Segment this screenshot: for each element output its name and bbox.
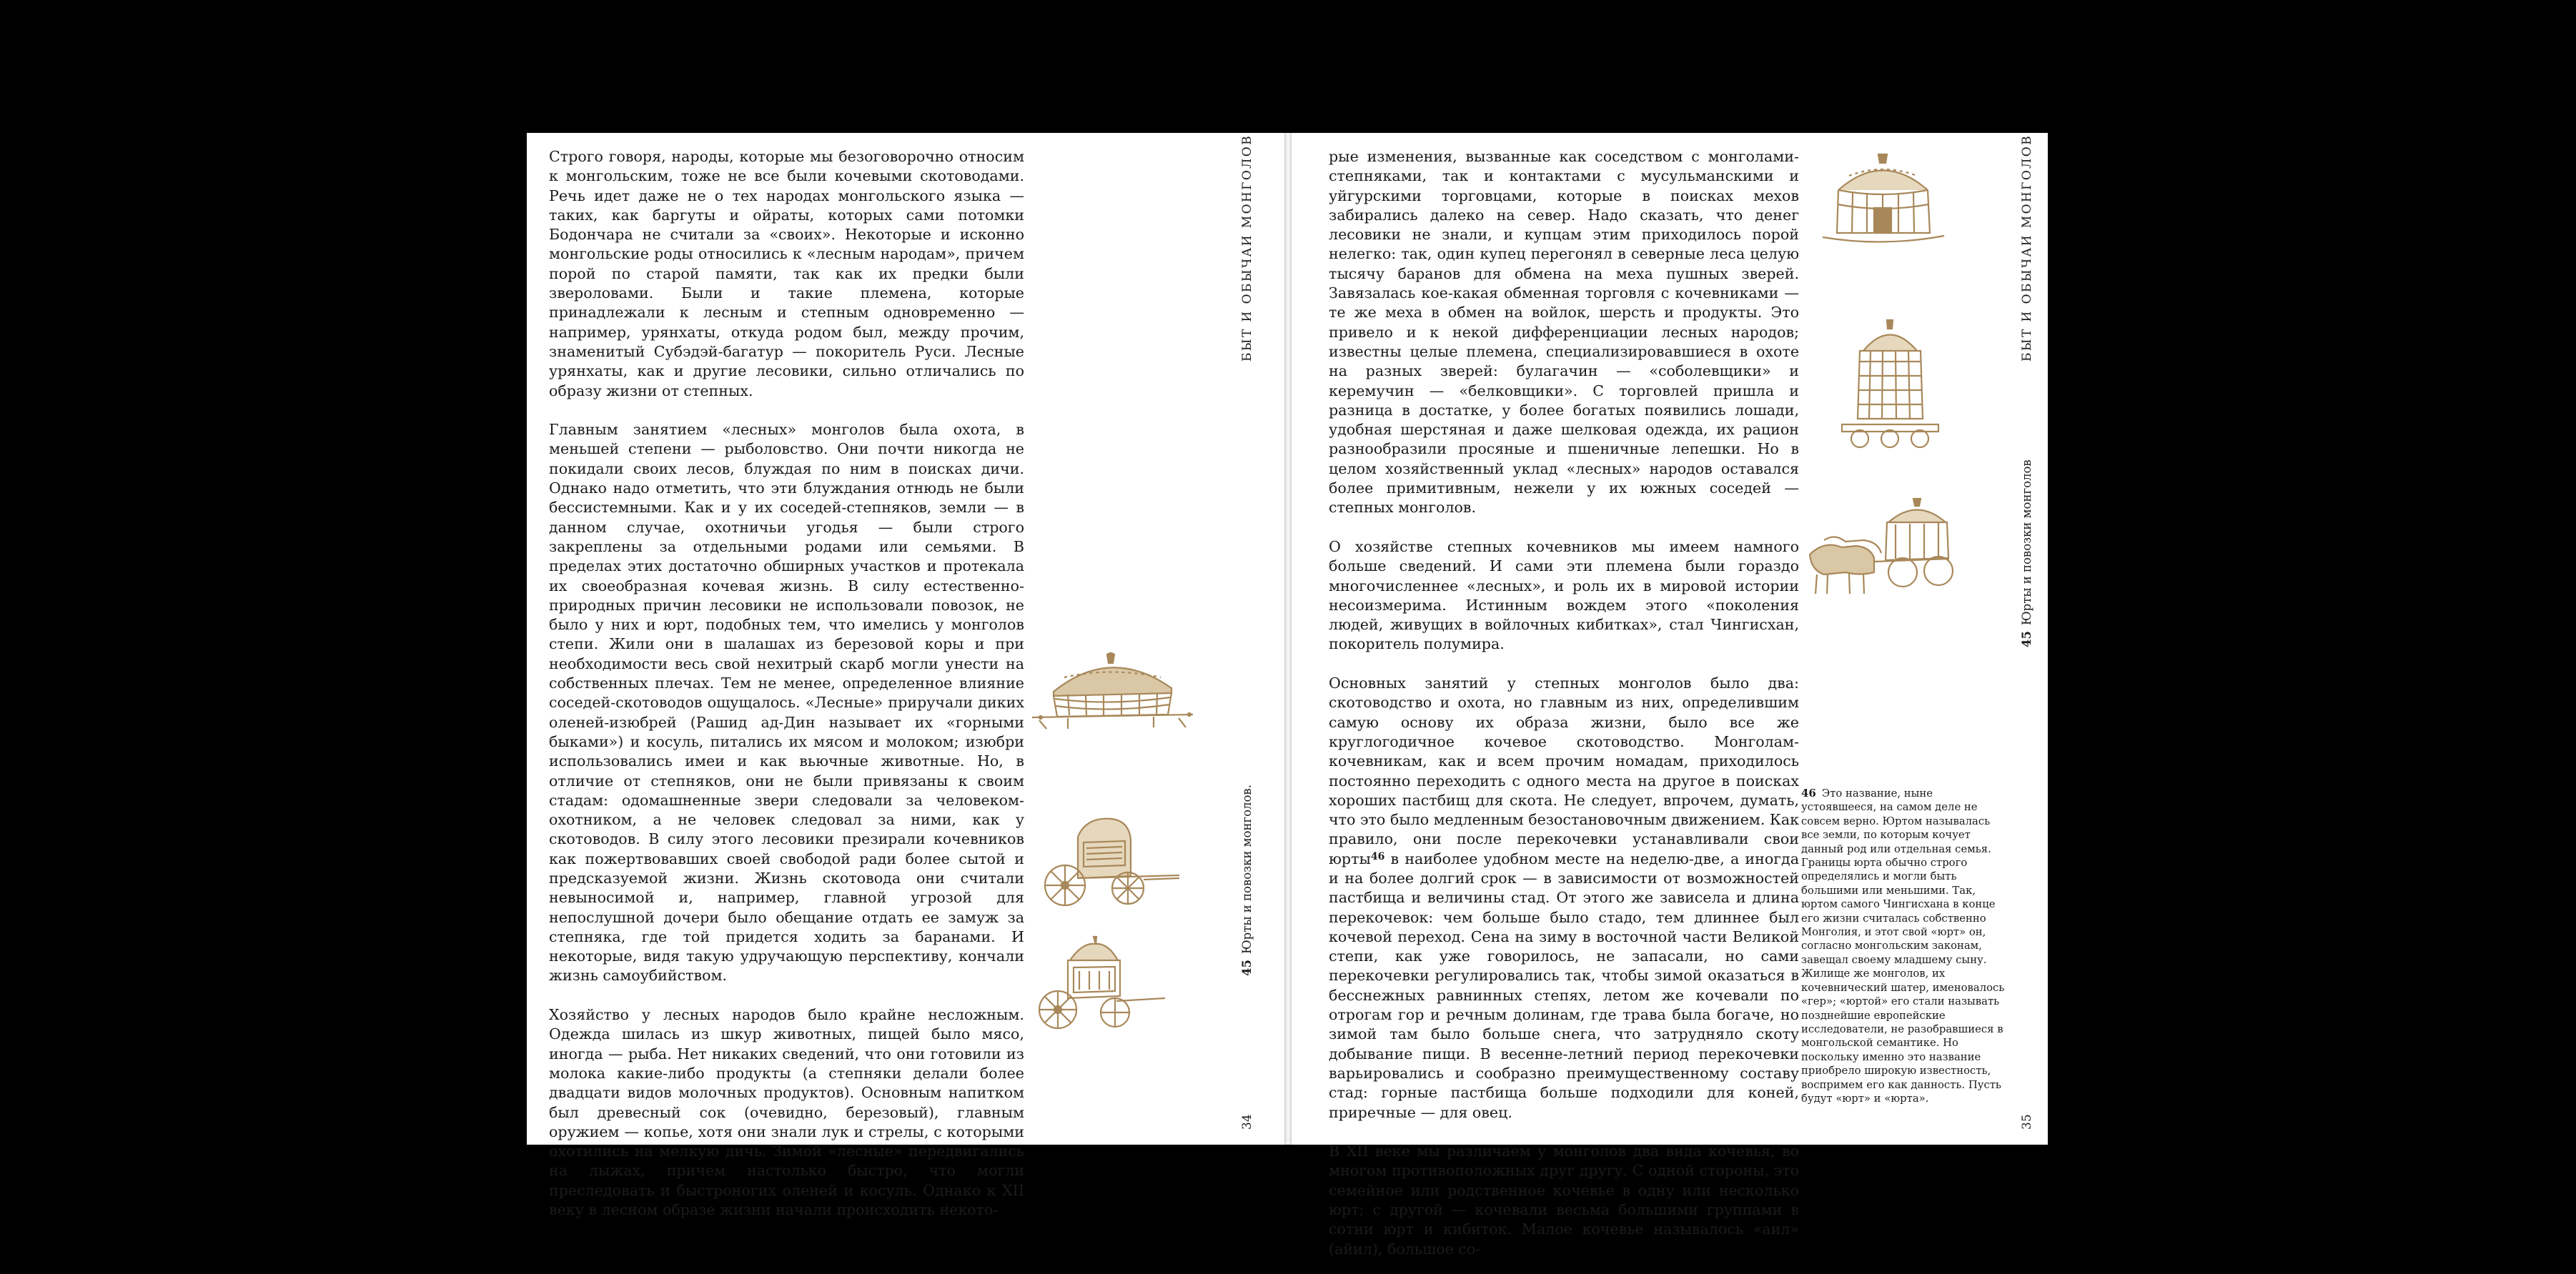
right-text-column xyxy=(1329,147,1799,1259)
caption-number: 45 xyxy=(2020,631,2033,647)
cart-illustration xyxy=(1036,815,1183,908)
caption-text: Юрты и повозки монголов. xyxy=(1240,785,1254,955)
yurt-cart-oxen-illustration xyxy=(1803,490,1960,604)
page-number: 35 xyxy=(2020,1114,2034,1130)
paragraph-part: в наиболее удобном месте на неделю-две, а иногда и на более долгий срок — в зависимости от возможностей пастбища и величины стад. От этого же зависела и длина перекочевок: чем больше было стадо, тем длиннее был кочевой переход. Сена на зиму в восточной части Великой степи, как уже говорилось, не запасали, но сами перекочевки регулировались так, чтобы зимой оказаться в бесснежных равнинных степях, летом же кочевали по отрогам гор и речным долинам, где трава была богаче, но зимой там было больше снега, что затрудняло скоту добывание пищи. В весенне-летний период перекочевки варьировались и сообразно преимущественному составу стад: горные пастбища больше подходили для коней, приречные — для овец. xyxy=(1329,850,1799,1121)
caption-text: Юрты и повозки монголов xyxy=(2020,459,2033,626)
running-title: БЫТ И ОБЫЧАИ МОНГОЛОВ xyxy=(2020,134,2034,362)
footnote-text: Это название, ныне устоявшееся, на самом деле не совсем верно. Юртом называлась все земли, по которым кочует данный род или отдельная семья. Границы юрта обычно строго определялись и могли быть большими или меньшими. Так, юртом самого Чингисхана в конце его жизни считалась собственно Монголия, и этот свой «юрт» он, согласно монгольским законам, завещал своему младшему сыну. Жилище же монголов, их кочевнический шатер, именовалось «гер»; «юртой» его стали называть позднейшие европейские исследователи, не разобравшиеся в монгольской семантике. Но поскольку именно это название приобрело широкую известность, воспримем его как данность. Пусть будут «юрт» и «юрта». xyxy=(1801,787,2005,1105)
running-title: БЫТ И ОБЫЧАИ МОНГОЛОВ xyxy=(1240,134,1254,362)
right-page xyxy=(1292,133,2048,1258)
paragraph: рые изменения, вызванные как соседством с монголами-степняками, так и контактами с мусульманскими и уйгурскими торговцами, которые в поисках мехов забирались далеко на север. Надо сказать, что денег лесовики не знали, и купцам этим приходилось порой нелегко: так, один купец перегонял в северные леса целую тысячу баранов для обмена на меха пушных зверей. Завязалась кое-какая обменная торговля с кочевниками — те же меха в обмен на войлок, шерсть и продукты. Это привело и к некой дифференциации лесных народов; известны целые племена, специализировавшиеся в охоте на разных зверей: булагачин — «соболевщики» и керемучин — «белковщики». С торговлей пришла и разница в достатке, у более богатых появились лошади, удобная шерстяная и даже шелковая одежда, их рацион разнообразили просяные и пшеничные лепешки. Но в целом хозяйственный уклад «лесных» народов оставался более примитивным, нежели у их южных соседей — степных монголов. xyxy=(1329,148,1799,517)
paragraph: Хозяйство у лесных народов было крайне несложным. Одежда шилась из шкур животных, пищей было мясо, иногда — рыба. Нет никаких сведений, что они готовили из молока какие-либо продукты (а степняки делали более двадцати видов молочных продуктов). Основным напитком был древесный сок (очевидно, березовый), главным оружием — копье, хотя они знали лук и стрелы, с которыми охотились на мелкую дичь. Зимой «лесные» передвигались на лыжах, причем настолько быстро, что могли преследовать и быстроногих оленей и косуль. Однако к XII веку в лесном образе жизни начали происходить некото- xyxy=(549,1006,1024,1219)
paragraph: Главным занятием «лесных» монголов была охота, в меньшей степени — рыболовство. Они почти никогда не покидали своих лесов, блуждая по ним в поисках дичи. Однако надо отметить, что эти блуждания отнюдь не были бессистемными. Как и у их соседей-степняков, земли — в данном случае, охотничьи угодья — были строго закреплены за отдельными родами или семьями. В пределах этих достаточно обширных участков и протекала их своеобразная кочевая жизнь. В силу естественно-природных причин лесовики не использовали повозок, не было у них и юрт, подобных тем, что имелись у монголов степи. Жили они в шалашах из березовой коры и при необходимости весь свой нехитрый скарб могли унести на собственных плечах. Тем не менее, определенное влияние соседей-скотоводов ощущалось. «Лесные» приручали диких оленей-изюбрей (Рашид ад-Дин называет их «горными быками») и косуль, питались их мясом и молоком; изюбри использовались имеи и как вьючные животные. Но, в отличие от степняков, они не были привязаны к своим стадам: одомашненные звери следовали за человеком-охотником, а не человек следовал за ними, как у скотоводов. В силу этого лесовики презирали кочевников как пожертвовавших своей свободой ради более сытой и предсказуемой жизни. Жизнь скотовода они считали невыносимой и, например, главной угрозой для непослушной дочери было обещание отдать ее замуж за степняка, где той придется ходить за баранами. И некоторые, видя такую удручающую перспективу, кончали жизнь самоубийством. xyxy=(549,421,1024,985)
left-text-column xyxy=(549,147,1024,1220)
caption-number: 45 xyxy=(1240,960,1254,976)
paragraph: В XII веке мы различаем у монголов два вида кочевья, во многом противоположных друг другу. С одной стороны, это семейное или родственное кочевье в одну или несколько юрт; с другой — кочевали весьма большими группами в сотни юрт и кибиток. Малое кочевье называлось «аил» (айил), большое со- xyxy=(1329,1143,1799,1258)
footnote-number: 46 xyxy=(1801,787,1816,800)
paragraph-part: Основных занятий у степных монголов было два: скотоводство и охота, но главным из них, определившим самую основу их образа жизни, было все же круглогодичное кочевое скотоводство. Монголам-кочевникам, как и всем прочим номадам, приходилось постоянно переходить с одного места на другое в поисках хороших пастбищ для скота. Не следует, впрочем, думать, что это было медленным безостановочным движением. Как правило, они после перекочевки устанавливали свои юрты xyxy=(1329,675,1800,867)
yurt-on-wheels-illustration xyxy=(1831,319,1949,451)
illustration-caption xyxy=(2020,459,2033,647)
paragraph: О хозяйстве степных кочевников мы имеем намного больше сведений. И сами эти племена были гораздо многочисленнее «лесных», и роль их в мировой истории несоизмерима. Истинным вождем этого «поколения людей, живущих в войлочных кибитках», стал Чингисхан, покоритель полумира. xyxy=(1329,537,1799,653)
page-number: 34 xyxy=(1240,1114,1254,1130)
footnote-reference: 46 xyxy=(1370,850,1385,862)
illustration-caption xyxy=(1240,785,1254,976)
left-page xyxy=(527,133,1284,1219)
paragraph: Строго говоря, народы, которые мы безоговорочно относим к монгольским, тоже не все были кочевыми скотоводами. Речь идет даже не о тех народах монгольского языка — таких, как баргуты и ойраты, которых сами потомки Бодончара не считали за «своих». Некоторые и исконно монгольские роды относились к «лесным народам», причем порой по старой памяти, так как их предки были звероловами. Были и такие племена, которые принадлежали к лесным и степным одновременно — например, урянхаты, откуда родом был, между прочим, знаменитый Субэдэй-багатур — покоритель Руси. Лесные урянхаты, как и другие лесовики, сильно отличались по образу жизни от степных. xyxy=(549,148,1024,399)
paragraph xyxy=(1329,674,1799,1123)
yurt-illustration xyxy=(1817,147,1949,254)
yurt-illustration xyxy=(1025,649,1200,731)
tent-cart-illustration xyxy=(1024,935,1166,1032)
book-gutter xyxy=(1284,133,1292,1145)
footnote xyxy=(1801,787,2005,1105)
